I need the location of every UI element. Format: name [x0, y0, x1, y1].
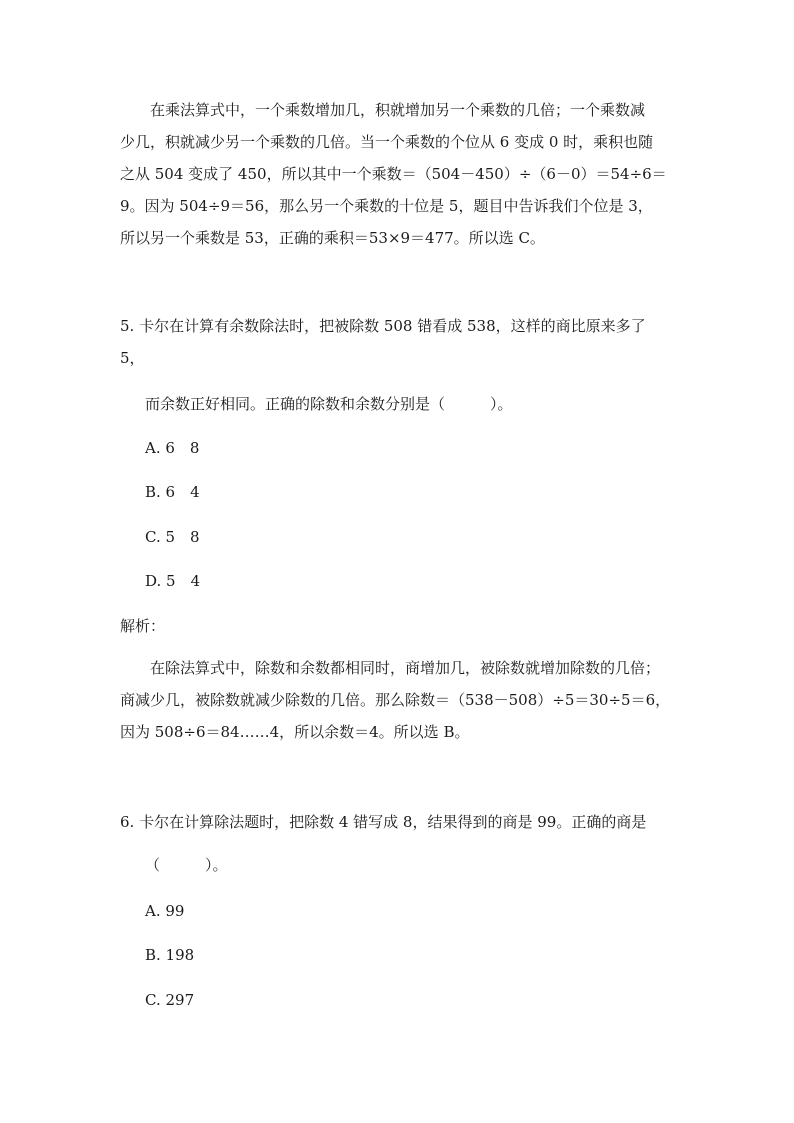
option-b[interactable]: B. 6 4 — [145, 483, 200, 501]
explanation-line: 在乘法算式中，一个乘数增加几，积就增加另一个乘数的几倍；一个乘数减 — [150, 101, 646, 119]
question-text: 5. 卡尔在计算有余数除法时，把被除数 508 错看成 538，这样的商比原来多了 — [120, 317, 646, 335]
question-text: 6. 卡尔在计算除法题时，把除数 4 错写成 8，结果得到的商是 99。正确的商是 — [120, 813, 647, 831]
explanation-line: 在除法算式中，除数和余数都相同时，商增加几，被除数就增加除数的几倍； — [150, 659, 661, 677]
analysis-label: 解析： — [120, 617, 166, 635]
option-a[interactable]: A. 99 — [145, 902, 185, 920]
explanation-line: 商减少几，被除数就减少除数的几倍。那么除数＝（538－508）÷5＝30÷5＝6， — [120, 691, 671, 709]
option-a[interactable]: A. 6 8 — [145, 439, 200, 457]
explanation-line: 之从 504 变成了 450，所以其中一个乘数＝（504－450）÷（6－0）＝54÷6＝ — [120, 165, 667, 183]
question-text: 而余数正好相同。正确的除数和余数分别是（ ）。 — [145, 395, 513, 413]
option-c[interactable]: C. 5 8 — [145, 528, 200, 546]
explanation-line: 所以另一个乘数是 53，正确的乘积＝53×9＝477。所以选 C。 — [120, 229, 545, 247]
explanation-line: 少几，积就减少另一个乘数的几倍。当一个乘数的个位从 6 变成 0 时，乘积也随 — [120, 133, 654, 151]
question-text: （ ）。 — [145, 856, 228, 874]
explanation-line: 9。因为 504÷9＝56，那么另一个乘数的十位是 5，题目中告诉我们个位是 3， — [120, 197, 653, 215]
question-text: 5， — [120, 349, 145, 367]
option-c[interactable]: C. 297 — [145, 991, 195, 1009]
explanation-line: 因为 508÷6＝84……4，所以余数＝4。所以选 B。 — [120, 723, 470, 741]
option-b[interactable]: B. 198 — [145, 946, 195, 964]
option-d[interactable]: D. 5 4 — [145, 572, 201, 590]
